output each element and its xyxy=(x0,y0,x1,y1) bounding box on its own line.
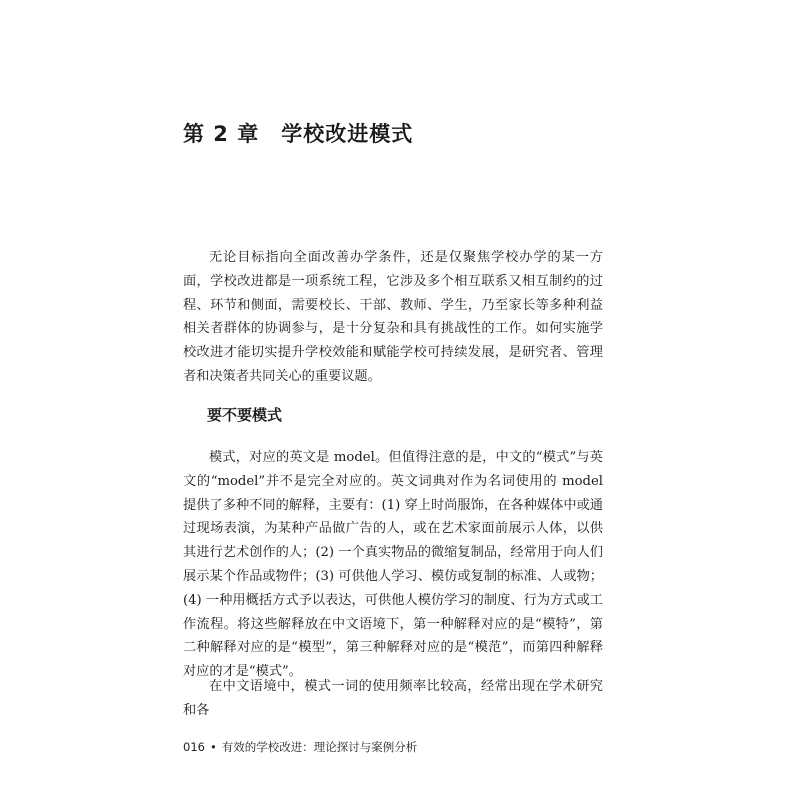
model-definition-paragraph: 模式，对应的英文是 model。但值得注意的是，中文的“模式”与英文的“model”并不是完全对应的。英文词典对作为名词使用的 model 提供了多种不同的解释，主要有：(1) 穿上时尚服饰，在各种媒体中或通过现场表演，为某种产品做广告的人，或在艺术家面前展示人体，以供其进行艺术创作的人；(2) 一个真实物品的微缩复制品，经常用于向人们展示某个作品或物件；(3) 可供他人学习、模仿或复制的标准、人或物；(4) 一种用概括方式予以表达，可供他人模仿学习的制度、行为方式或工作流程。将这些解释放在中文语境下，第一种解释对应的是“模特”，第二种解释对应的是“模型”，第三种解释对应的是“模范”，而第四种解释对应的才是“模式”。 xyxy=(183,450,603,680)
running-title: 有效的学校改进：理论探讨与案例分析 xyxy=(221,740,418,754)
section-heading: 要不要模式 xyxy=(207,406,283,424)
page-number: 016 xyxy=(183,740,205,754)
intro-paragraph: 无论目标指向全面改善办学条件，还是仅聚焦学校办学的某一方面，学校改进都是一项系统工程，它涉及多个相互联系又相互制约的过程、环节和侧面，需要校长、干部、教师、学生，乃至家长等多种利益相关者群体的协调参与，是十分复杂和具有挑战性的工作。如何实施学校改进才能切实提升学校效能和赋能学校可持续发展，是研究者、管理者和决策者共同关心的重要议题。 xyxy=(183,250,603,384)
page-footer xyxy=(183,739,417,755)
chapter-title xyxy=(183,118,413,148)
chapter-title-text: 学校改进模式 xyxy=(281,122,414,146)
usage-paragraph: 在中文语境中，模式一词的使用频率比较高，经常出现在学术研究和各 xyxy=(183,679,603,718)
footer-separator: • xyxy=(209,740,217,754)
chapter-number: 第 2 章 xyxy=(183,122,260,146)
